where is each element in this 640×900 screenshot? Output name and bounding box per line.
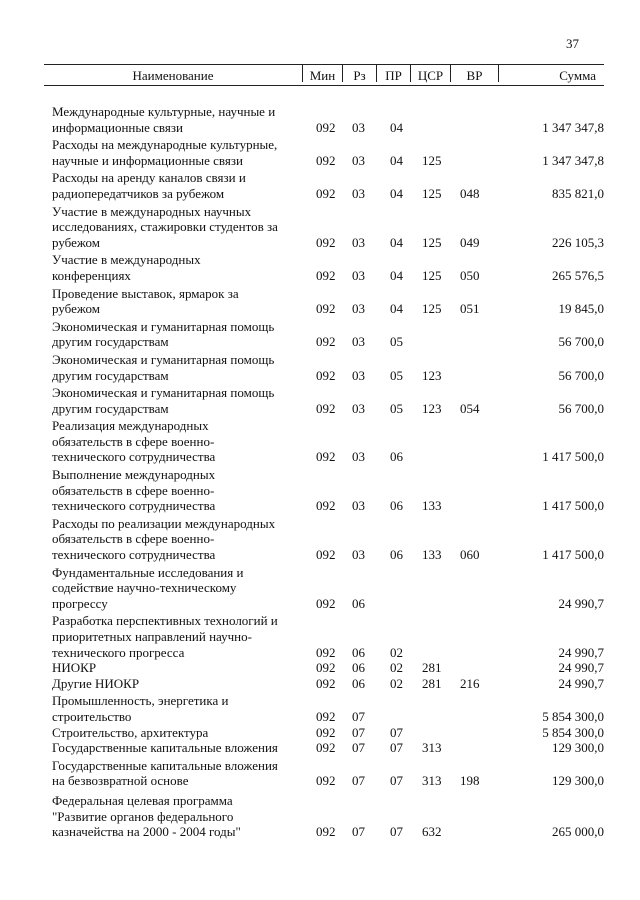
cell-sum: 226 105,3	[552, 234, 604, 250]
cell-csr: 125	[422, 267, 442, 283]
table-row	[52, 286, 604, 317]
row-name-line: исследованиях, стажировки студентов за	[52, 219, 278, 235]
row-name-line: прогрессу	[52, 595, 108, 611]
row-name-line: "Развитие органов федерального	[52, 808, 234, 824]
cell-pr: 06	[390, 449, 403, 465]
header-vr: ВР	[450, 65, 498, 82]
cell-csr: 133	[422, 498, 442, 514]
header-rz: Рз	[342, 65, 376, 82]
cell-sum: 24 990,7	[558, 675, 604, 691]
cell-rz: 06	[352, 675, 365, 691]
cell-csr: 281	[422, 675, 442, 691]
cell-pr: 05	[390, 367, 403, 383]
cell-sum: 265 576,5	[552, 267, 604, 283]
cell-sum: 24 990,7	[558, 644, 604, 660]
header-min: Мин	[302, 65, 342, 82]
row-name	[52, 676, 304, 692]
cell-rz: 07	[352, 773, 365, 789]
cell-rz: 03	[352, 547, 365, 563]
cell-rz: 07	[352, 708, 365, 724]
cell-min: 092	[316, 185, 336, 201]
table-row	[52, 352, 604, 383]
row-name-line: Экономическая и гуманитарная помощь	[52, 385, 275, 401]
row-name-line: Участие в международных научных	[52, 203, 252, 219]
row-name-line: Экономическая и гуманитарная помощь	[52, 351, 275, 367]
cell-pr: 05	[390, 334, 403, 350]
cell-min: 092	[316, 708, 336, 724]
cell-sum: 24 990,7	[558, 660, 604, 676]
cell-rz: 03	[352, 119, 365, 135]
row-name	[52, 740, 304, 756]
row-name-line: Государственные капитальные вложения	[52, 757, 278, 773]
cell-vr: 049	[460, 234, 480, 250]
table-row	[52, 137, 604, 168]
cell-csr: 313	[422, 740, 442, 756]
table-row	[52, 676, 604, 692]
row-name	[52, 352, 304, 383]
row-name-line: Международные культурные, научные и	[52, 104, 276, 119]
cell-sum: 1 417 500,0	[542, 547, 604, 563]
row-name-line: Проведение выставок, ярмарок за	[52, 285, 239, 301]
cell-rz: 07	[352, 740, 365, 756]
table-row	[52, 660, 604, 676]
row-name-line: обязательств в сфере военно-	[52, 531, 215, 547]
cell-rz: 03	[352, 234, 365, 250]
row-name-line: технического прогресса	[52, 644, 185, 660]
cell-rz: 03	[352, 400, 365, 416]
table-row	[52, 693, 604, 724]
cell-pr: 02	[390, 675, 403, 691]
cell-vr: 051	[460, 301, 480, 317]
cell-min: 092	[316, 234, 336, 250]
cell-sum: 129 300,0	[552, 773, 604, 789]
row-name-line: Государственные капитальные вложения	[52, 740, 278, 756]
row-name-line: другим государствам	[52, 400, 169, 416]
table-row	[52, 565, 604, 612]
row-name-line: обязательств в сфере военно-	[52, 482, 215, 498]
row-name-line: обязательств в сфере военно-	[52, 433, 215, 449]
cell-pr: 04	[390, 152, 403, 168]
row-name-line: Фундаментальные исследования и	[52, 564, 244, 580]
cell-sum: 5 854 300,0	[542, 708, 604, 724]
row-name-line: НИОКР	[52, 660, 97, 676]
cell-csr: 133	[422, 547, 442, 563]
cell-csr: 125	[422, 152, 442, 168]
cell-sum: 1 417 500,0	[542, 498, 604, 514]
row-name-line: Расходы на аренду каналов связи и	[52, 170, 246, 186]
cell-sum: 265 000,0	[552, 824, 604, 840]
table-row	[52, 418, 604, 465]
row-name	[52, 418, 304, 465]
cell-min: 092	[316, 152, 336, 168]
cell-min: 092	[316, 301, 336, 317]
cell-pr: 02	[390, 644, 403, 660]
cell-rz: 03	[352, 334, 365, 350]
row-name-line: научные и информационные связи	[52, 152, 243, 168]
cell-sum: 24 990,7	[558, 595, 604, 611]
row-name-line: технического сотрудничества	[52, 498, 216, 514]
table-row	[52, 104, 604, 135]
row-name	[52, 385, 304, 416]
cell-sum: 56 700,0	[558, 334, 604, 350]
cell-pr: 07	[390, 724, 403, 740]
cell-csr: 123	[422, 367, 442, 383]
table-row	[52, 385, 604, 416]
cell-rz: 03	[352, 185, 365, 201]
table-row	[52, 613, 604, 660]
cell-min: 092	[316, 824, 336, 840]
cell-sum: 56 700,0	[558, 400, 604, 416]
table-row	[52, 252, 604, 283]
row-name	[52, 693, 304, 724]
cell-vr: 060	[460, 547, 480, 563]
cell-csr: 123	[422, 400, 442, 416]
cell-sum: 1 347 347,8	[542, 152, 604, 168]
cell-csr: 281	[422, 660, 442, 676]
cell-min: 092	[316, 773, 336, 789]
row-name-line: Разработка перспективных технологий и	[52, 613, 278, 629]
cell-pr: 02	[390, 660, 403, 676]
page-number: 37	[566, 36, 579, 51]
header-csr: ЦСР	[410, 65, 450, 82]
row-name	[52, 793, 304, 840]
table-row	[52, 725, 604, 741]
table-row	[52, 170, 604, 201]
cell-min: 092	[316, 675, 336, 691]
row-name-line: на безвозвратной основе	[52, 773, 189, 789]
row-name	[52, 286, 304, 317]
row-name	[52, 613, 304, 660]
cell-vr: 048	[460, 185, 480, 201]
row-name-line: информационные связи	[52, 119, 183, 135]
cell-pr: 07	[390, 773, 403, 789]
cell-pr: 07	[390, 824, 403, 840]
cell-min: 092	[316, 595, 336, 611]
cell-rz: 06	[352, 644, 365, 660]
cell-rz: 07	[352, 824, 365, 840]
row-name-line: Федеральная целевая программа	[52, 792, 233, 808]
cell-csr: 125	[422, 234, 442, 250]
cell-min: 092	[316, 660, 336, 676]
row-name-line: другим государствам	[52, 367, 169, 383]
cell-rz: 06	[352, 595, 365, 611]
cell-rz: 03	[352, 367, 365, 383]
cell-pr: 05	[390, 400, 403, 416]
cell-vr: 050	[460, 267, 480, 283]
cell-sum: 129 300,0	[552, 740, 604, 756]
row-name-line: Другие НИОКР	[52, 675, 140, 691]
cell-sum: 19 845,0	[558, 301, 604, 317]
row-name-line: содействие научно-техническому	[52, 580, 237, 596]
row-name	[52, 516, 304, 563]
table-row	[52, 516, 604, 563]
cell-min: 092	[316, 740, 336, 756]
row-name-line: технического сотрудничества	[52, 449, 216, 465]
cell-min: 092	[316, 334, 336, 350]
row-name	[52, 170, 304, 201]
cell-csr: 125	[422, 185, 442, 201]
row-name	[52, 252, 304, 283]
row-name	[52, 660, 304, 676]
cell-min: 092	[316, 367, 336, 383]
cell-rz: 03	[352, 301, 365, 317]
table-row	[52, 467, 604, 514]
row-name-line: приоритетных направлений научно-	[52, 629, 252, 644]
cell-sum: 1 417 500,0	[542, 449, 604, 465]
row-name-line: Экономическая и гуманитарная помощь	[52, 318, 275, 334]
cell-min: 092	[316, 724, 336, 740]
row-name-line: Расходы на международные культурные,	[52, 137, 278, 153]
row-name-line: строительство	[52, 708, 132, 724]
table-body	[52, 104, 604, 840]
row-name-line: технического сотрудничества	[52, 547, 216, 563]
row-name-line: другим государствам	[52, 334, 169, 350]
cell-min: 092	[316, 498, 336, 514]
header-name: Наименование	[132, 68, 214, 83]
row-name	[52, 758, 304, 789]
row-name-line: Выполнение международных	[52, 467, 216, 483]
cell-sum: 5 854 300,0	[542, 724, 604, 740]
cell-rz: 03	[352, 449, 365, 465]
cell-rz: 03	[352, 152, 365, 168]
cell-vr: 198	[460, 773, 480, 789]
cell-csr: 632	[422, 824, 442, 840]
table-header	[44, 64, 604, 86]
cell-pr: 06	[390, 498, 403, 514]
cell-pr: 06	[390, 547, 403, 563]
row-name-line: Участие в международных	[52, 252, 201, 268]
cell-sum: 56 700,0	[558, 367, 604, 383]
row-name-line: Расходы по реализации международных	[52, 515, 276, 531]
cell-min: 092	[316, 119, 336, 135]
cell-csr: 125	[422, 301, 442, 317]
row-name-line: рубежом	[52, 234, 101, 250]
cell-min: 092	[316, 267, 336, 283]
cell-pr: 07	[390, 740, 403, 756]
row-name	[52, 319, 304, 350]
row-name	[52, 467, 304, 514]
cell-pr: 04	[390, 267, 403, 283]
row-name	[52, 204, 304, 251]
row-name-line: рубежом	[52, 301, 101, 317]
row-name-line: конференциях	[52, 267, 131, 283]
row-name-line: Реализация международных	[52, 418, 209, 434]
row-name	[52, 725, 304, 741]
cell-csr: 313	[422, 773, 442, 789]
cell-sum: 835 821,0	[552, 185, 604, 201]
table-row	[52, 758, 604, 789]
cell-pr: 04	[390, 185, 403, 201]
cell-min: 092	[316, 644, 336, 660]
cell-rz: 03	[352, 267, 365, 283]
header-pr: ПР	[376, 65, 410, 82]
cell-rz: 06	[352, 660, 365, 676]
cell-pr: 04	[390, 119, 403, 135]
row-name	[52, 104, 304, 135]
cell-rz: 03	[352, 498, 365, 514]
row-name	[52, 137, 304, 168]
cell-min: 092	[316, 400, 336, 416]
cell-sum: 1 347 347,8	[542, 119, 604, 135]
cell-pr: 04	[390, 234, 403, 250]
row-name-line: Промышленность, энергетика и	[52, 693, 229, 709]
table-row	[52, 204, 604, 251]
row-name-line: казначейства на 2000 - 2004 годы"	[52, 824, 241, 840]
row-name-line: Строительство, архитектура	[52, 724, 209, 740]
row-name-line: радиопередатчиков за рубежом	[52, 185, 225, 201]
cell-pr: 04	[390, 301, 403, 317]
cell-rz: 07	[352, 724, 365, 740]
table-row	[52, 793, 604, 840]
header-sum: Сумма	[498, 65, 604, 82]
cell-vr: 054	[460, 400, 480, 416]
cell-min: 092	[316, 449, 336, 465]
row-name	[52, 565, 304, 612]
cell-min: 092	[316, 547, 336, 563]
table-row	[52, 319, 604, 350]
cell-vr: 216	[460, 675, 480, 691]
table-row	[52, 740, 604, 756]
